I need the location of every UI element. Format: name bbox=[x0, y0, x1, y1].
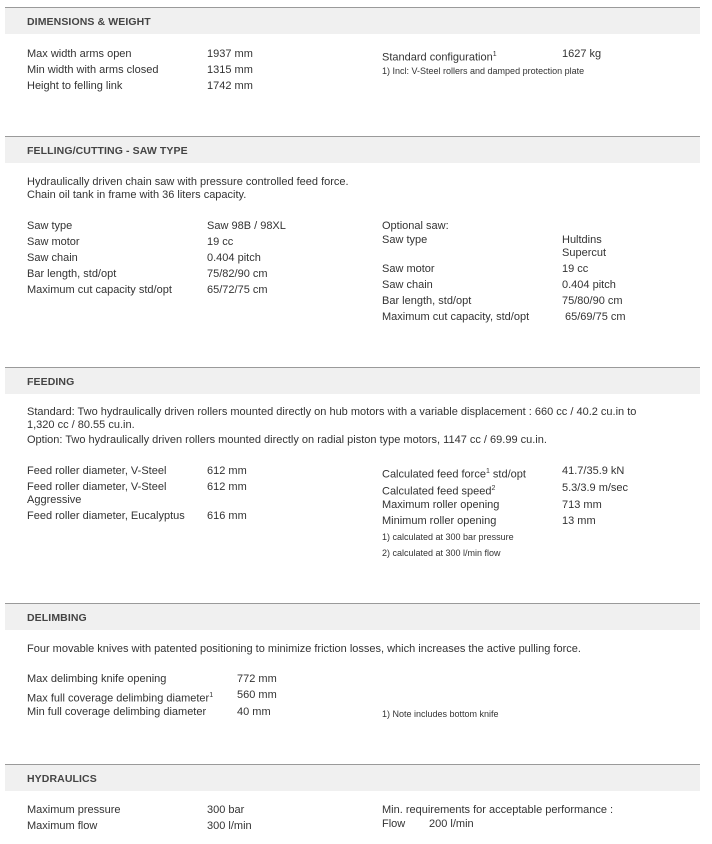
footnote-marker: 1 bbox=[492, 51, 497, 58]
footnote: 1) calculated at 300 bar pressure bbox=[382, 532, 514, 542]
weight-label-text: Standard configuration bbox=[382, 51, 493, 64]
spec-value: 0.404 pitch bbox=[207, 252, 261, 264]
spec-label: Saw motor bbox=[27, 236, 80, 248]
spec-label: Aggressive bbox=[27, 494, 82, 506]
footnote: 1) Incl: V-Steel rollers and damped protection plate bbox=[382, 66, 585, 76]
spec-value: 40 mm bbox=[237, 706, 271, 718]
spec-label bbox=[27, 689, 213, 706]
spec-label-text: Calculated feed force bbox=[382, 468, 486, 481]
intro-line: Option: Two hydraulically driven rollers mounted directly on radial piston type motors, 1147 cc / 69.99 cu.in. bbox=[27, 434, 547, 446]
spec-value: 1742 mm bbox=[207, 80, 253, 92]
spec-value: 713 mm bbox=[562, 499, 602, 511]
section-title: DIMENSIONS & WEIGHT bbox=[27, 16, 151, 28]
spec-label: Bar length, std/opt bbox=[27, 268, 117, 280]
spec-value: 560 mm bbox=[237, 689, 277, 701]
intro-line: Chain oil tank in frame with 36 liters capacity. bbox=[27, 189, 247, 201]
spec-value: 65/69/75 cm bbox=[565, 311, 626, 323]
intro-line: Four movable knives with patented positioning to minimize friction losses, which increases the active pulling force. bbox=[27, 643, 581, 655]
feeding-intro bbox=[27, 406, 707, 447]
spec-value: Hultdins bbox=[562, 234, 602, 246]
spec-value: 75/80/90 cm bbox=[562, 295, 623, 307]
footnote-marker: 1 bbox=[209, 692, 214, 699]
weight-value: 1627 kg bbox=[562, 48, 602, 60]
spec-label: Saw type bbox=[27, 220, 73, 232]
intro-line: 1,320 cc / 80.55 cu.in. bbox=[27, 419, 135, 431]
intro-line: Hydraulically driven chain saw with pressure controlled feed force. bbox=[27, 176, 349, 188]
spec-label-suffix: std/opt bbox=[489, 468, 526, 481]
spec-label: Maximum cut capacity, std/opt bbox=[382, 311, 530, 323]
spec-label-text: Calculated feed speed bbox=[382, 485, 492, 498]
spec-value: 616 mm bbox=[207, 510, 247, 522]
spec-label: Feed roller diameter, Eucalyptus bbox=[27, 510, 185, 522]
spec-value: 5.3/3.9 m/sec bbox=[562, 482, 629, 494]
spec-label: Feed roller diameter, V-Steel bbox=[27, 465, 167, 477]
spec-value: Supercut bbox=[562, 247, 607, 259]
spec-label: Maximum flow bbox=[27, 820, 98, 832]
spec-label: Max delimbing knife opening bbox=[27, 673, 167, 685]
spec-label: Min full coverage delimbing diameter bbox=[27, 706, 207, 718]
section-header-feeding bbox=[5, 367, 700, 394]
spec-value: 1937 mm bbox=[207, 48, 253, 60]
spec-value: 13 mm bbox=[562, 515, 596, 527]
spec-label: Minimum roller opening bbox=[382, 515, 497, 527]
footnote: 2) calculated at 300 l/min flow bbox=[382, 548, 501, 558]
section-title: HYDRAULICS bbox=[27, 773, 97, 785]
section-title: FEEDING bbox=[27, 376, 75, 388]
spec-value: 19 cc bbox=[562, 263, 589, 275]
spec-value: 75/82/90 cm bbox=[207, 268, 268, 280]
section-title: DELIMBING bbox=[27, 612, 87, 624]
spec-value: 300 bar bbox=[207, 804, 245, 816]
spec-value: 19 cc bbox=[207, 236, 234, 248]
section-header-delimbing bbox=[5, 603, 700, 630]
intro-line: Standard: Two hydraulically driven rollers mounted directly on hub motors with a variable displacement : 660 cc / 40.2 cu.in to bbox=[27, 406, 637, 418]
spec-value: Saw 98B / 98XL bbox=[207, 220, 286, 232]
spec-label bbox=[382, 465, 526, 482]
spec-label: Feed roller diameter, V-Steel bbox=[27, 481, 167, 493]
spec-label: Saw chain bbox=[27, 252, 78, 264]
spec-label: Saw chain bbox=[382, 279, 433, 291]
optional-saw-title: Optional saw: bbox=[382, 220, 449, 232]
section-header-hydraulics bbox=[5, 764, 700, 791]
spec-value: 772 mm bbox=[237, 673, 277, 685]
spec-label bbox=[382, 482, 495, 499]
delimbing-intro bbox=[27, 643, 707, 656]
section-header-felling bbox=[5, 136, 700, 163]
spec-label: Bar length, std/opt bbox=[382, 295, 472, 307]
weight-label bbox=[382, 48, 497, 65]
footnote-marker: 2 bbox=[491, 485, 496, 492]
spec-value: 200 l/min bbox=[429, 818, 474, 830]
spec-label: Saw type bbox=[382, 234, 428, 246]
spec-label: Maximum pressure bbox=[27, 804, 121, 816]
spec-value: 612 mm bbox=[207, 481, 247, 493]
spec-value: 300 l/min bbox=[207, 820, 252, 832]
spec-label: Min width with arms closed bbox=[27, 64, 159, 76]
spec-label: Height to felling link bbox=[27, 80, 123, 92]
spec-label: Maximum roller opening bbox=[382, 499, 500, 511]
section-header-dimensions bbox=[5, 7, 700, 34]
spec-value: 612 mm bbox=[207, 465, 247, 477]
spec-label: Flow bbox=[382, 818, 406, 830]
requirements-title: Min. requirements for acceptable performance : bbox=[382, 804, 614, 816]
spec-label: Max width arms open bbox=[27, 48, 132, 60]
section-title: FELLING/CUTTING - SAW TYPE bbox=[27, 145, 188, 157]
spec-value: 41.7/35.9 kN bbox=[562, 465, 625, 477]
spec-label-text: Max full coverage delimbing diameter bbox=[27, 692, 210, 705]
spec-value: 1315 mm bbox=[207, 64, 253, 76]
spec-value: 65/72/75 cm bbox=[207, 284, 268, 296]
felling-intro bbox=[27, 176, 667, 202]
footnote-marker: 1 bbox=[485, 468, 490, 475]
spec-label: Maximum cut capacity std/opt bbox=[27, 284, 172, 296]
spec-label: Saw motor bbox=[382, 263, 435, 275]
footnote: 1) Note includes bottom knife bbox=[382, 709, 499, 719]
spec-value: 0.404 pitch bbox=[562, 279, 616, 291]
